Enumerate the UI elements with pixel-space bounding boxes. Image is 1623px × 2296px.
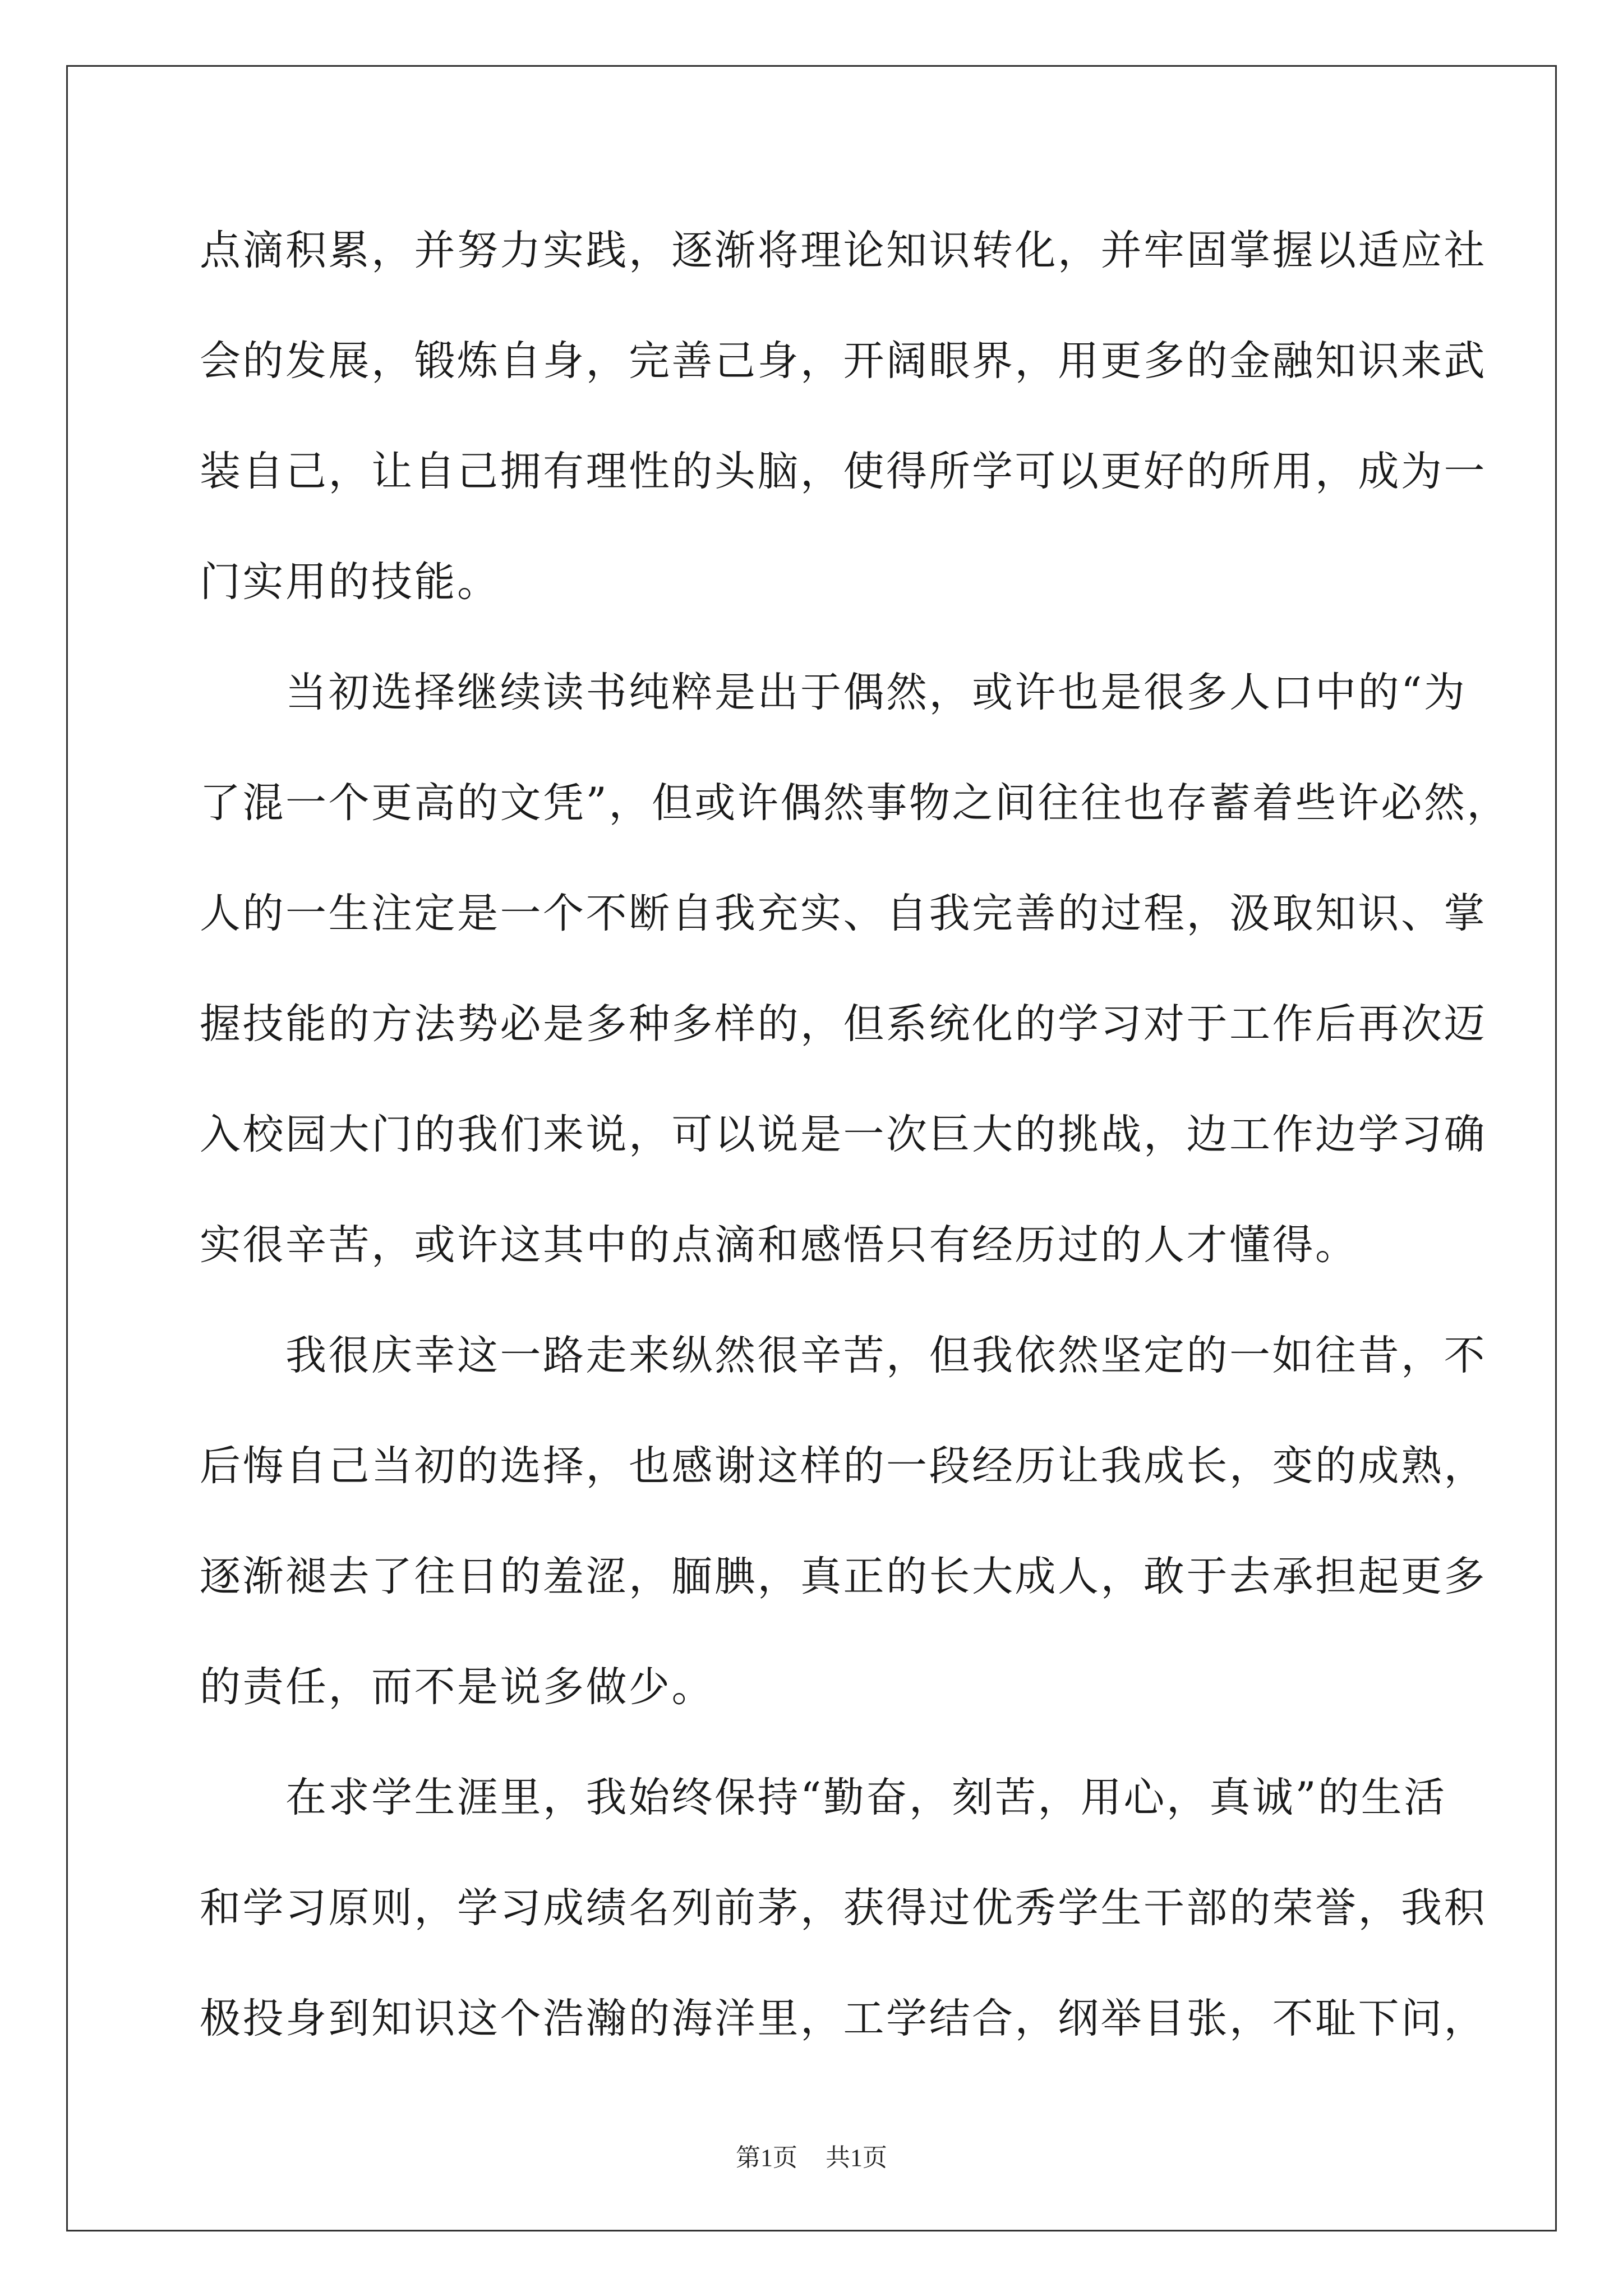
text-line: 人的一生注定是一个不断自我充实、自我完善的过程，汲取知识、掌 [200, 890, 1487, 937]
text-line: 和学习原则，学习成绩名列前茅，获得过优秀学生干部的荣誉，我积 [200, 1884, 1487, 1932]
text-line: 门实用的技能。 [200, 558, 500, 606]
text-line: 的责任，而不是说多做少。 [200, 1663, 714, 1711]
text-line: 逐渐褪去了往日的羞涩，腼腆，真正的长大成人，敢于去承担起更多 [200, 1553, 1487, 1600]
text-line: 后悔自己当初的选择，也感谢这样的一段经历让我成长，变的成熟， [200, 1442, 1487, 1490]
page-number-current: 第1页 [736, 2144, 797, 2171]
text-line: 我很庆幸这一路走来纵然很辛苦，但我依然坚定的一如往昔，不 [200, 1332, 1487, 1379]
text-line: 极投身到知识这个浩瀚的海洋里，工学结合，纲举目张，不耻下问， [200, 1995, 1487, 2042]
page-number-total: 共1页 [826, 2144, 887, 2171]
paragraph [200, 1300, 1487, 1742]
text-line: 实很辛苦，或许这其中的点滴和感悟只有经历过的人才懂得。 [200, 1221, 1358, 1269]
text-line: 装自己，让自己拥有理性的头脑，使得所学可以更好的所用，成为一 [200, 448, 1487, 495]
text-line: 握技能的方法势必是多种多样的，但系统化的学习对于工作后再次迈 [200, 1000, 1487, 1048]
text-line: 点滴积累，并努力实践，逐渐将理论知识转化，并牢固掌握以适应社 [200, 227, 1487, 274]
text-line: 了混一个更高的文凭”，但或许偶然事物之间往往也存蓄着些许必然， [200, 779, 1510, 827]
text-line: 在求学生涯里，我始终保持“勤奋，刻苦，用心，真诚”的生活 [200, 1774, 1447, 1821]
text-line: 会的发展，锻炼自身，完善己身，开阔眼界，用更多的金融知识来武 [200, 337, 1487, 385]
text-line: 入校园大门的我们来说，可以说是一次巨大的挑战，边工作边学习确 [200, 1111, 1487, 1158]
document-body [200, 195, 1510, 2074]
text-line: 当初选择继续读书纯粹是出于偶然，或许也是很多人口中的“为 [200, 669, 1467, 716]
paragraph [200, 195, 1487, 637]
paragraph [200, 1742, 1487, 2074]
paragraph [200, 637, 1510, 1300]
page-footer [0, 2137, 1623, 2173]
